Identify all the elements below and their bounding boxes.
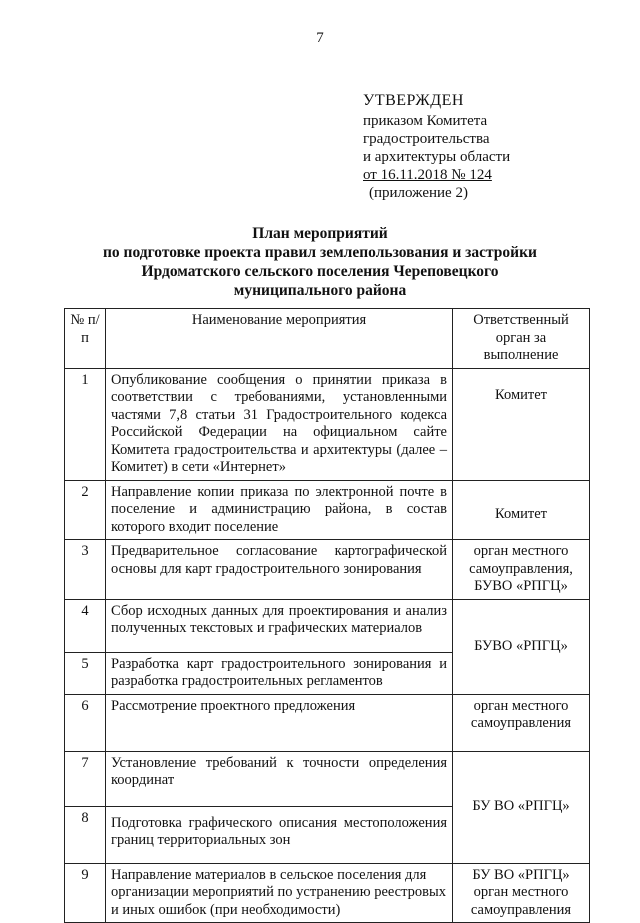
- row-resp: орган местного самоуправления: [453, 694, 590, 751]
- row-num: 6: [65, 694, 106, 751]
- header-num: № п/п: [65, 309, 106, 369]
- row-name: Опубликование сообщения о принятии приказа в соответствии с требованиями, установленными частями 7,8 статьи 31 Градостроительного кодекса Российской Федерации на официальном сайте Комитета градостроительства и архитектуры (далее – Комитет) в сети «Интернет»: [106, 368, 453, 480]
- row-name: Направление материалов в сельское поселения для организации мероприятий по устранению реестровых и иных ошибок (при необходимости): [106, 863, 453, 923]
- row-resp: БУВО «РПГЦ»: [453, 599, 590, 694]
- row-name: Установление требований к точности определения координат: [106, 751, 453, 806]
- title-line: План мероприятий: [252, 225, 388, 242]
- row-resp: Комитет: [453, 480, 590, 540]
- row-num: 2: [65, 480, 106, 540]
- approval-appendix: (приложение 2): [369, 185, 468, 201]
- table-row: [65, 540, 590, 600]
- row-name: Разработка карт градостроительного зонирования и разработка градостроительных регламентов: [106, 652, 453, 694]
- row-name: Предварительное согласование картографической основы для карт градостроительного зонирования: [106, 540, 453, 600]
- approval-line: приказом Комитета: [363, 113, 488, 129]
- table-header-row: [65, 309, 590, 369]
- table-row: [65, 599, 590, 652]
- row-num: 7: [65, 751, 106, 806]
- title-line: Ирдоматского сельского поселения Череповецкого: [141, 263, 499, 280]
- approval-stamp: [363, 92, 510, 202]
- row-name: Подготовка графического описания местоположения границ территориальных зон: [106, 806, 453, 863]
- title-line: по подготовке проекта правил землепользования и застройки: [103, 244, 537, 261]
- approval-line: градостроительства: [363, 131, 490, 147]
- table-row: [65, 694, 590, 751]
- row-num: 8: [65, 806, 106, 863]
- approval-line: и архитектуры области: [363, 149, 511, 165]
- header-name: Наименование мероприятия: [106, 309, 453, 369]
- approval-date-number: от 16.11.2018 № 124: [363, 167, 492, 183]
- row-name: Направление копии приказа по электронной почте в поселение и администрацию района, в состав которого входит поселение: [106, 480, 453, 540]
- page-number: 7: [316, 30, 324, 46]
- row-resp: БУ ВО «РПГЦ»: [453, 751, 590, 863]
- title-line: муниципального района: [233, 282, 407, 299]
- approval-heading: УТВЕРЖДЕН: [363, 92, 464, 109]
- row-resp: орган местного самоуправления, БУВО «РПГЦ»: [453, 540, 590, 600]
- row-num: 1: [65, 368, 106, 480]
- activities-table: [64, 308, 590, 923]
- row-num: 3: [65, 540, 106, 600]
- row-num: 5: [65, 652, 106, 694]
- row-num: 9: [65, 863, 106, 923]
- header-resp: Ответственный орган за выполнение: [453, 309, 590, 369]
- row-name: Сбор исходных данных для проектирования и анализ полученных текстовых и графических материалов: [106, 599, 453, 652]
- row-resp: БУ ВО «РПГЦ» орган местного самоуправления: [453, 863, 590, 923]
- document-title: [70, 224, 570, 300]
- table-row: [65, 480, 590, 540]
- row-name: Рассмотрение проектного предложения: [106, 694, 453, 751]
- row-resp: Комитет: [453, 368, 590, 480]
- row-num: 4: [65, 599, 106, 652]
- table-row: [65, 368, 590, 480]
- table-row: [65, 751, 590, 806]
- table-row: [65, 863, 590, 923]
